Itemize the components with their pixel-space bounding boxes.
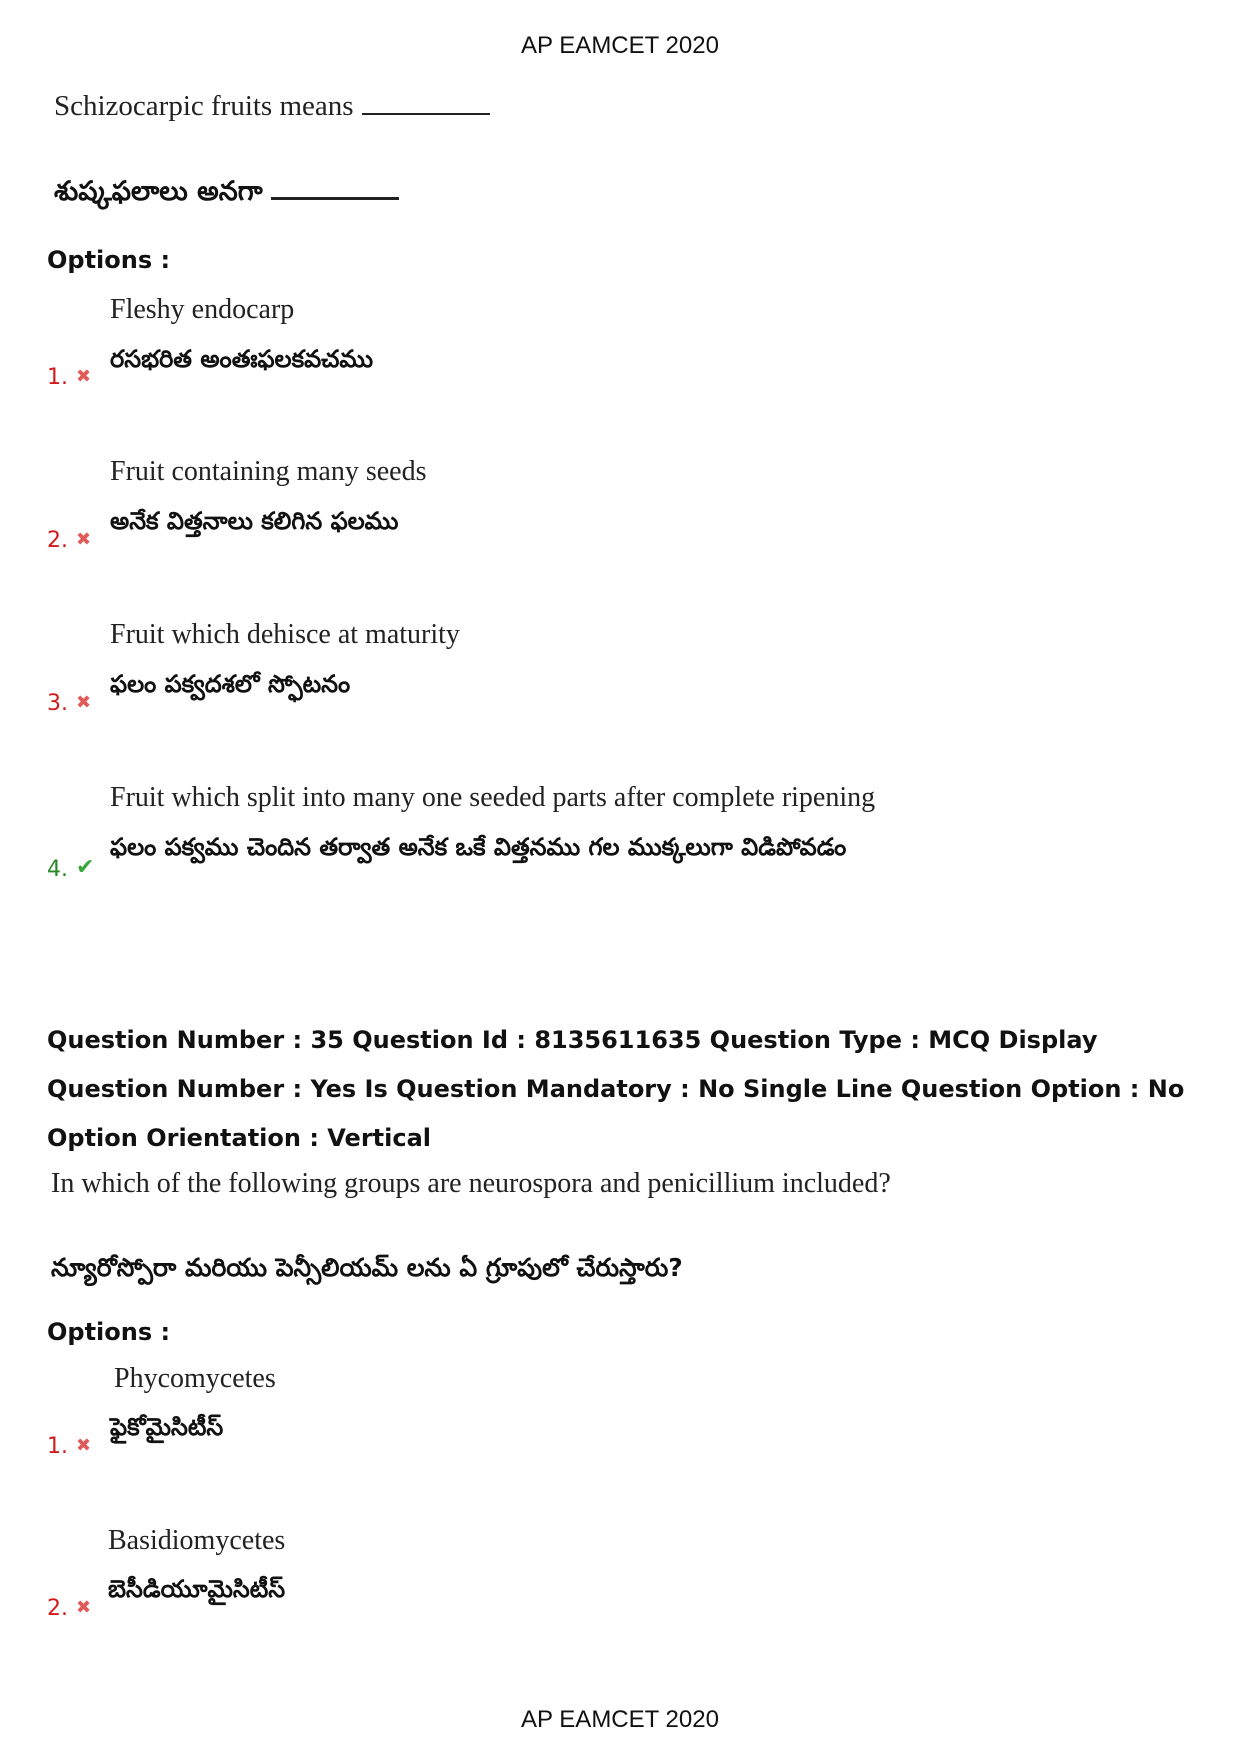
q35-option-2-text-te: బెసీడియూమైసిటీస్ — [108, 1575, 286, 1603]
option-4-text-en: Fruit which split into many one seeded parts after complete ripening — [110, 782, 876, 813]
options-label: Options : — [47, 1318, 171, 1346]
answer-blank-te — [271, 196, 399, 200]
page-header: AP EAMCET 2020 — [521, 32, 719, 59]
question-35-text-te: న్యూరోస్పోరా మరియు పెన్సీలియమ్ లను ఏ గ్రూపులో చేరుస్తారు? — [51, 1253, 683, 1282]
option-3-num-label: 3. — [47, 691, 68, 716]
q35-option-1-text-te: ఫైకోమైసిటీస్ — [110, 1413, 224, 1441]
wrong-icon: ✖ — [76, 529, 92, 550]
option-3-text-en: Fruit which dehisce at maturity — [110, 619, 460, 650]
option-2-text-en: Fruit containing many seeds — [110, 456, 427, 487]
option-1-text-te: రసభరిత అంతఃఫలకవచము — [110, 345, 374, 373]
wrong-icon: ✖ — [76, 1435, 92, 1456]
correct-icon: ✔ — [76, 855, 95, 880]
q35-option-2-text-en: Basidiomycetes — [108, 1525, 286, 1556]
option-4-num-label: 4. — [47, 857, 68, 882]
options-label: Options : — [47, 246, 171, 274]
option-1-text-en: Fleshy endocarp — [110, 294, 295, 325]
option-4-text-te: ఫలం పక్వము చెందిన తర్వాత అనేక ఒకే విత్తనము గల ముక్కలుగా విడిపోవడం — [110, 833, 847, 861]
question-34-en-label: Schizocarpic fruits means — [54, 90, 354, 122]
option-3-text-te: ఫలం పక్వదశలో స్ఫోటనం — [110, 670, 351, 698]
q35-option-2-num-label: 2. — [47, 1596, 68, 1621]
wrong-icon: ✖ — [76, 692, 92, 713]
option-3-number — [47, 691, 91, 716]
wrong-icon: ✖ — [76, 366, 92, 387]
q35-option-1-number — [47, 1434, 91, 1459]
q35-option-1-text-en: Phycomycetes — [114, 1363, 276, 1394]
q35-option-2-number — [47, 1596, 91, 1621]
page-footer: AP EAMCET 2020 — [521, 1706, 719, 1733]
option-4-number — [47, 855, 94, 882]
option-1-num-label: 1. — [47, 365, 68, 390]
option-2-text-te: అనేక విత్తనాలు కలిగిన ఫలము — [110, 507, 399, 535]
question-35-meta: Question Number : 35 Question Id : 8135611635 Question Type : MCQ Display Question Number : Yes Is Question Mandatory : No Single Line Question Option : No Option Orientation : Vertical — [47, 1026, 1185, 1152]
option-2-num-label: 2. — [47, 528, 68, 553]
option-2-number — [47, 528, 91, 553]
answer-blank — [362, 112, 490, 115]
question-35-text-en: In which of the following groups are neurospora and penicillium included? — [51, 1168, 891, 1199]
wrong-icon: ✖ — [76, 1597, 92, 1618]
option-1-number — [47, 365, 91, 390]
q35-option-1-num-label: 1. — [47, 1434, 68, 1459]
question-34-text-en — [54, 90, 490, 123]
question-34-text-te — [54, 176, 399, 214]
question-34-te-label: శుష్కఫలాలు అనగా — [54, 176, 263, 207]
